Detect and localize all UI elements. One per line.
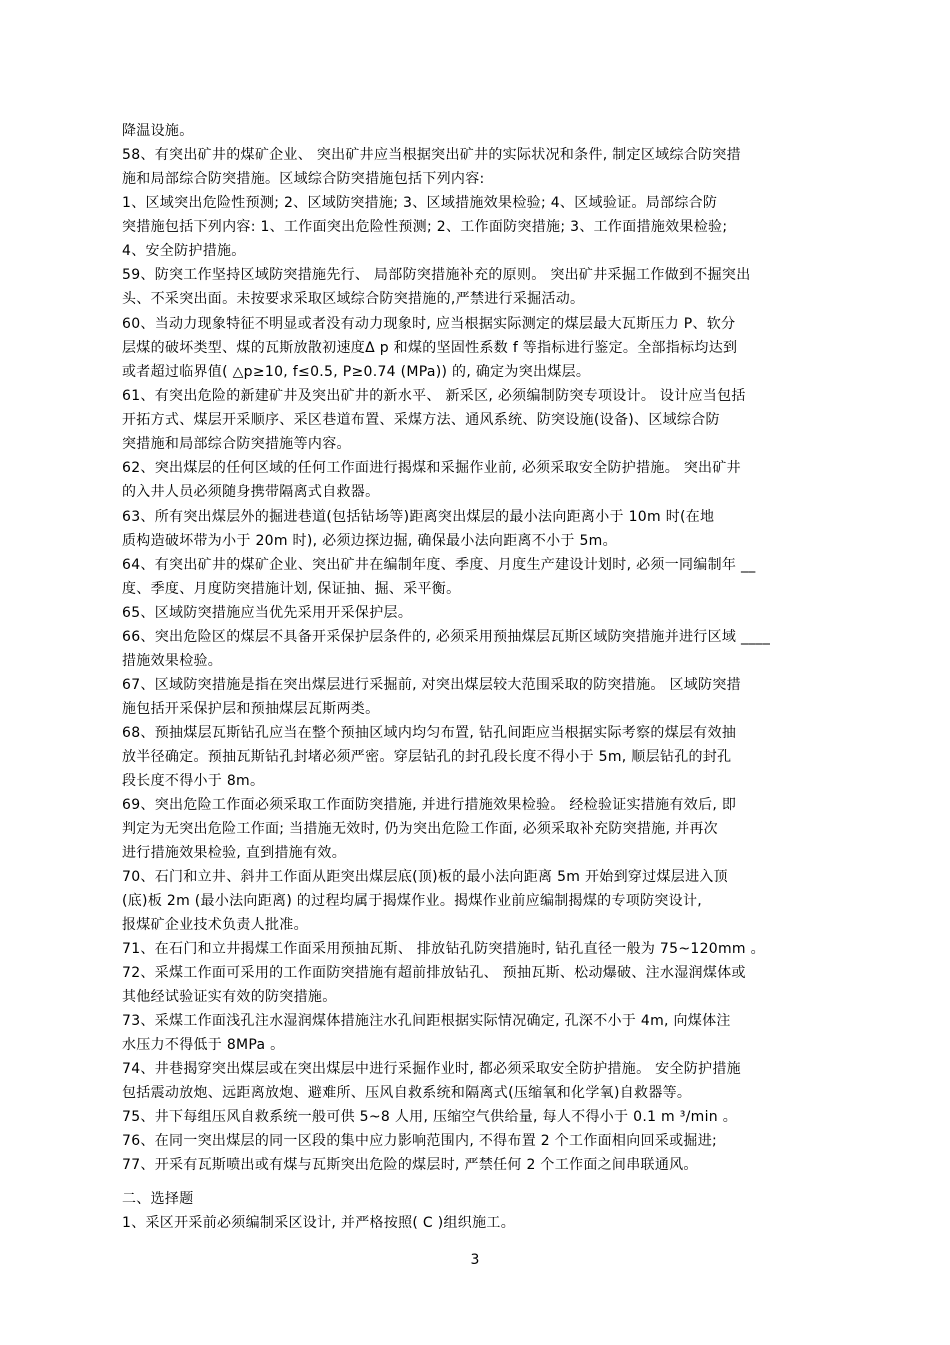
text-line: 71、在石门和立井揭煤工作面采用预抽瓦斯、 排放钻孔防突措施时, 钻孔直径一般为 75~120mm 。: [122, 941, 765, 957]
text-line: 施包括开采保护层和预抽煤层瓦斯两类。: [122, 701, 380, 717]
text-line: 施和局部综合防突措施。区域综合防突措施包括下列内容:: [122, 171, 485, 187]
text-line: 头、不采突出面。未按要求采取区域综合防突措施的,严禁进行采掘活动。: [122, 291, 585, 307]
text-line: 65、区域防突措施应当优先采用开采保护层。: [122, 605, 413, 621]
text-line: 4、安全防护措施。: [122, 243, 246, 259]
text-line: 59、防突工作坚持区域防突措施先行、 局部防突措施补充的原则。 突出矿井采掘工作做到不掘突出: [122, 267, 751, 283]
text-line: 开拓方式、煤层开采顺序、采区巷道布置、采煤方法、通风系统、防突设施(设备)、区域综合防: [122, 412, 720, 428]
text-line: 58、有突出矿井的煤矿企业、 突出矿井应当根据突出矿井的实际状况和条件, 制定区域综合防突措: [122, 147, 741, 163]
text-line: 72、采煤工作面可采用的工作面防突措施有超前排放钻孔、 预抽瓦斯、松动爆破、注水湿润煤体或: [122, 965, 746, 981]
text-line: 69、突出危险工作面必须采取工作面防突措施, 并进行措施效果检验。 经检验证实措施有效后, 即: [122, 797, 737, 813]
text-line: 的入井人员必须随身携带隔离式自救器。: [122, 484, 380, 500]
text-line: 62、突出煤层的任何区域的任何工作面进行揭煤和采掘作业前, 必须采取安全防护措施。 突出矿井: [122, 460, 741, 476]
text-line: 层煤的破坏类型、煤的瓦斯放散初速度Δ p 和煤的坚固性系数 f 等指标进行鉴定。全部指标均达到: [122, 340, 738, 356]
text-line: 包括震动放炮、远距离放炮、避难所、压风自救系统和隔离式(压缩氧和化学氧)自救器等。: [122, 1085, 692, 1101]
text-line: 水压力不得低于 8MPa 。: [122, 1037, 285, 1053]
text-line: 或者超过临界值( △p≥10, f≤0.5, P≥0.74 (MPa)) 的, 确定为突出煤层。: [122, 364, 591, 380]
text-line: 进行措施效果检验, 直到措施有效。: [122, 845, 346, 861]
text-line: 1、区域突出危险性预测; 2、区域防突措施; 3、区域措施效果检验; 4、区域验证。局部综合防: [122, 195, 718, 211]
text-line: 68、预抽煤层瓦斯钻孔应当在整个预抽区域内均匀布置, 钻孔间距应当根据实际考察的煤层有效抽: [122, 725, 737, 741]
text-line: 60、当动力现象特征不明显或者没有动力现象时, 应当根据实际测定的煤层最大瓦斯压力 P、软分: [122, 316, 736, 332]
text-line: 度、季度、月度防突措施计划, 保证抽、掘、采平衡。: [122, 581, 461, 597]
text-line: 判定为无突出危险工作面; 当措施无效时, 仍为突出危险工作面, 必须采取补充防突措施, 并再次: [122, 821, 718, 837]
choice-question-1: 1、采区开采前必须编制采区设计, 并严格按照( C )组织施工。: [122, 1215, 516, 1231]
text-line: 报煤矿企业技术负责人批准。: [122, 917, 308, 933]
text-line: 75、井下每组压风自救系统一般可供 5~8 人用, 压缩空气供给量, 每人不得小于 0.1 m ³/min 。: [122, 1109, 737, 1125]
text-line: 质构造破坏带为小于 20m 时), 必须边探边掘, 确保最小法向距离不小于 5m。: [122, 533, 617, 549]
text-line: 突措施和局部综合防突措施等内容。: [122, 436, 351, 452]
text-line: 其他经试验证实有效的防突措施。: [122, 989, 337, 1005]
text-line: 64、有突出矿井的煤矿企业、突出矿井在编制年度、季度、月度生产建设计划时, 必须一同编制年 __: [122, 557, 756, 573]
text-line: 76、在同一突出煤层的同一区段的集中应力影响范围内, 不得布置 2 个工作面相向回采或掘进;: [122, 1133, 718, 1149]
text-line: 突措施包括下列内容: 1、工作面突出危险性预测; 2、工作面防突措施; 3、工作面措施效果检验;: [122, 219, 728, 235]
text-line: 措施效果检验。: [122, 653, 223, 669]
text-line: (底)板 2m (最小法向距离) 的过程均属于揭煤作业。揭煤作业前应编制揭煤的专项防突设计,: [122, 893, 702, 909]
text-line: 70、石门和立井、斜井工作面从距突出煤层底(顶)板的最小法向距离 5m 开始到穿过煤层进入顶: [122, 869, 728, 885]
text-line: 77、开采有瓦斯喷出或有煤与瓦斯突出危险的煤层时, 严禁任何 2 个工作面之间串联通风。: [122, 1157, 698, 1173]
section-heading: 二、选择题: [122, 1191, 194, 1207]
text-line: 73、采煤工作面浅孔注水湿润煤体措施注水孔间距根据实际情况确定, 孔深不小于 4m, 向煤体注: [122, 1013, 731, 1029]
text-line: 63、所有突出煤层外的掘进巷道(包括钻场等)距离突出煤层的最小法向距离小于 10m 时(在地: [122, 509, 715, 525]
text-line: 放半径确定。预抽瓦斯钻孔封堵必须严密。穿层钻孔的封孔段长度不得小于 5m, 顺层钻孔的封孔: [122, 749, 732, 765]
text-line: 61、有突出危险的新建矿井及突出矿井的新水平、 新采区, 必须编制防突专项设计。 设计应当包括: [122, 388, 746, 404]
text-line: 67、区域防突措施是指在突出煤层进行采掘前, 对突出煤层较大范围采取的防突措施。 区域防突措: [122, 677, 741, 693]
page-number: 3: [470, 1252, 480, 1268]
text-line: 段长度不得小于 8m。: [122, 773, 265, 789]
text-line: 74、井巷揭穿突出煤层或在突出煤层中进行采掘作业时, 都必须采取安全防护措施。 安全防护措施: [122, 1061, 741, 1077]
text-line: 66、突出危险区的煤层不具备开采保护层条件的, 必须采用预抽煤层瓦斯区域防突措施并进行区域 ____: [122, 629, 771, 645]
text-line: 降温设施。: [122, 123, 194, 139]
